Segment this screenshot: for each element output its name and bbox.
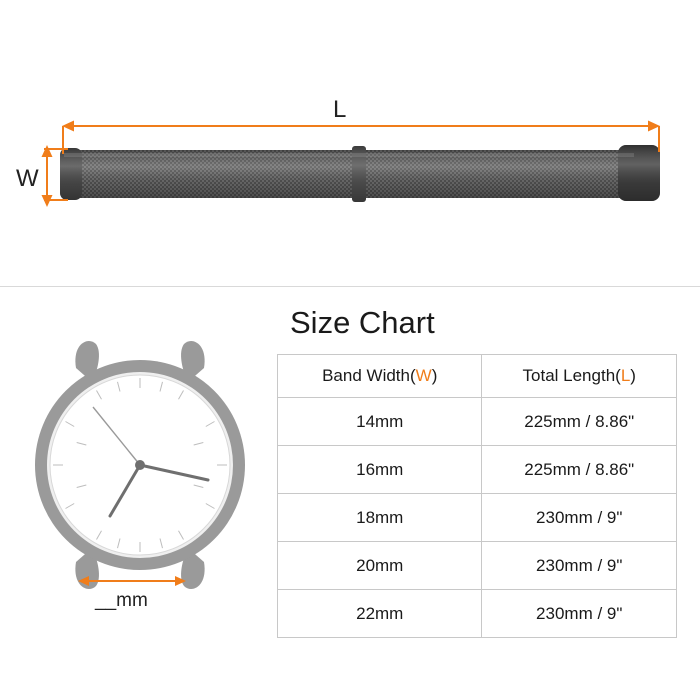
table-row (278, 590, 677, 638)
cell-band-width: 18mm (278, 494, 482, 542)
cell-band-width: 16mm (278, 446, 482, 494)
width-label: W (16, 165, 39, 192)
table-row (278, 398, 677, 446)
table-row (278, 446, 677, 494)
band-width-header-text: Band Width( (322, 366, 416, 385)
width-guide-top (44, 148, 68, 150)
cell-band-width: 20mm (278, 542, 482, 590)
table-header-row (278, 355, 677, 398)
table-row (278, 494, 677, 542)
length-dimension-arrow (62, 119, 660, 133)
width-guide-bottom (44, 199, 68, 201)
column-header-total-length (482, 355, 677, 398)
cell-total-length: 230mm / 9" (482, 590, 677, 638)
cell-band-width: 22mm (278, 590, 482, 638)
band-illustration (0, 0, 700, 280)
column-header-band-width (278, 355, 482, 398)
cell-total-length: 225mm / 8.86" (482, 446, 677, 494)
mesh-band-graphic (0, 0, 700, 280)
cell-total-length: 225mm / 8.86" (482, 398, 677, 446)
cell-total-length: 230mm / 9" (482, 494, 677, 542)
case-width-label: __mm (95, 590, 148, 611)
case-width-arrow (78, 575, 186, 587)
cell-band-width: 14mm (278, 398, 482, 446)
total-length-header-accent: L (620, 366, 631, 385)
size-chart-table (277, 354, 677, 638)
cell-total-length: 230mm / 9" (482, 542, 677, 590)
total-length-header-text: Total Length( (522, 366, 621, 385)
size-chart-title: Size Chart (290, 305, 435, 340)
section-divider (0, 286, 700, 287)
length-label: L (333, 96, 347, 123)
table-row (278, 542, 677, 590)
length-guide-right (658, 126, 660, 152)
band-width-header-accent: W (415, 366, 432, 385)
total-length-header-suffix: ) (630, 366, 636, 385)
width-dimension-arrow (40, 145, 54, 207)
band-width-header-suffix: ) (431, 366, 438, 385)
